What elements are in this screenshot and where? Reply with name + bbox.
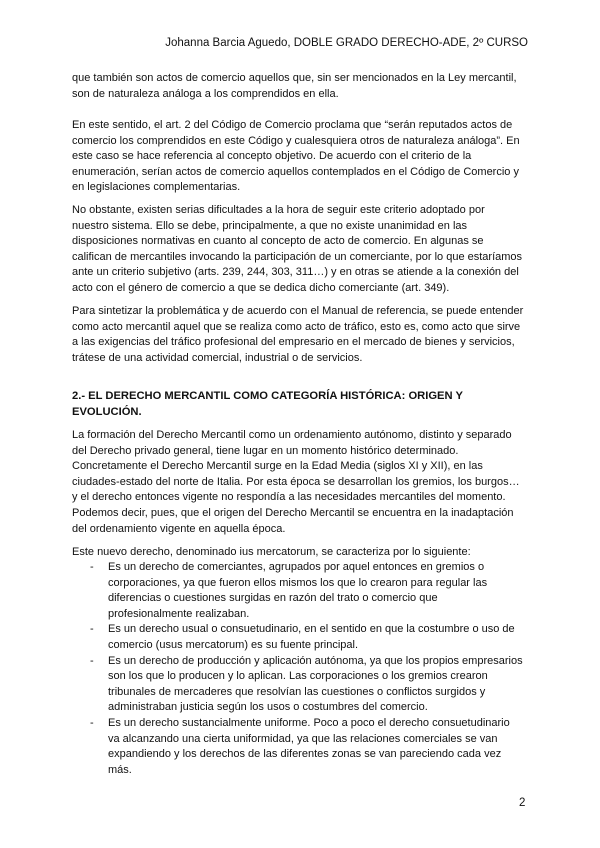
list-item — [90, 560, 540, 622]
text-line: La formación del Derecho Mercantil como un ordenamiento autónomo, distinto y separado — [72, 429, 512, 441]
paragraph-6 — [72, 545, 542, 561]
text-line: disposiciones normativas en cuanto al concepto de acto de comercio. En algunas se — [72, 235, 484, 248]
text-line: como acto mercantil aquel que se realiza como acto de tráfico, esto es, como acto que sirve — [72, 320, 521, 333]
text-line: va alcanzando una cierta uniformidad, ya que las relaciones comerciales se van — [108, 732, 498, 745]
text-line: que también son actos de comercio aquellos que, sin ser mencionados en la Ley mercantil, — [72, 72, 517, 84]
text-line: este caso se hace referencia al concepto objetivo. De acuerdo con el criterio de la — [72, 150, 472, 163]
text-line: Este nuevo derecho, denominado ius mercatorum, se caracteriza por lo siguiente: — [72, 546, 471, 558]
paragraph-2 — [72, 118, 542, 196]
bullet-dash: - — [90, 561, 94, 573]
list-item — [90, 716, 540, 778]
text-line: ante un criterio subjetivo (arts. 239, 244, 303, 311…) y en otras se atiende a la conexión del — [72, 266, 519, 279]
text-line: Concretamente el Derecho Mercantil surge en la Edad Media (siglos XI y XII), en las — [72, 460, 483, 473]
list-item — [90, 654, 540, 716]
text-line: Es un derecho usual o consuetudinario, en el sentido en que la costumbre o uso de — [108, 623, 515, 636]
text-line: en legislaciones complementarias. — [72, 181, 241, 194]
text-line: del ordenamiento vigente en aquella época. — [72, 522, 286, 535]
text-line: Es un derecho de producción y aplicación autónoma, ya que los propios empresarios — [108, 654, 523, 667]
text-line: corporaciones, ya que fueron ellos mismos los que lo crearon para regular las — [108, 576, 488, 589]
list-item — [90, 622, 540, 653]
text-line: trátese de una actividad comercial, industrial o de servicios. — [72, 351, 363, 364]
text-line: ciudades-estado del norte de Italia. Por esta época se desarrollan los gremios, los burgos… — [72, 475, 520, 488]
text-line: son los que lo producen y lo aplican. Las corporaciones o los gremios crearon — [108, 670, 488, 683]
bullet-list — [90, 560, 540, 778]
text-line: califican de mercantiles invocando la participación de un comerciante, por lo que estaríamos — [72, 250, 523, 263]
page-header: Johanna Barcia Aguedo, DOBLE GRADO DERECHO-ADE, 2º CURSO — [165, 37, 528, 49]
text-line: En este sentido, el art. 2 del Código de Comercio proclama que “serán reputados actos de — [72, 119, 513, 131]
text-line: profesionalmente realizaban. — [108, 607, 250, 620]
text-line: a las exigencias del tráfico profesional del empresario en el mercado de bienes y servicios, — [72, 336, 515, 349]
bullet-dash: - — [90, 716, 94, 729]
text-line: tribunales de mercaderes que resolvían las cuestiones o conflictos surgidos y — [108, 685, 486, 698]
page-number: 2 — [519, 797, 526, 809]
text-line: acto con el género de comercio a que se dedica dicho comerciante (art. 349). — [72, 281, 450, 294]
text-line: Es un derecho de comerciantes, agrupados por aquel entonces en gremios o — [108, 561, 485, 573]
text-line: Podemos decir, pues, que el origen del Derecho Mercantil se encuentra en la inadaptación — [72, 506, 514, 519]
text-line: diferencias o cuestiones surgidas en razón del trato o comercio que — [108, 592, 438, 605]
text-line: y el derecho entonces vigente no respondía a las necesidades mercantiles del momento. — [72, 491, 506, 504]
text-line: comercio (usus mercatorum) es su fuente principal. — [108, 638, 359, 651]
text-line: nuestro sistema. Ello se debe, principalmente, a que no existe unanimidad en las — [72, 219, 468, 232]
text-line: más. — [108, 763, 132, 776]
text-line: enumeración, serían actos de comercio aquellos contemplados en el Código de Comercio y — [72, 165, 519, 178]
section-heading — [72, 389, 542, 420]
text-line: administraban justicia según los usos o costumbres del comercio. — [108, 701, 428, 714]
paragraph-4 — [72, 304, 542, 366]
heading-line: EVOLUCIÓN. — [72, 405, 142, 418]
text-line: del Derecho privado general, tiene lugar en un momento histórico determinado. — [72, 444, 459, 457]
text-line: expandiendo y los derechos de las diferentes zonas se van pareciendo cada vez — [108, 748, 502, 761]
paragraph-5 — [72, 428, 542, 537]
paragraph-3 — [72, 203, 542, 297]
text-line: No obstante, existen serias dificultades a la hora de seguir este criterio adoptado por — [72, 204, 485, 216]
text-line: Es un derecho sustancialmente uniforme. Poco a poco el derecho consuetudinario — [108, 716, 510, 729]
bullet-dash: - — [90, 623, 94, 636]
paragraph-1 — [72, 71, 542, 102]
text-line: son de naturaleza análoga a los comprendidos en ella. — [72, 87, 339, 100]
heading-line: 2.- EL DERECHO MERCANTIL COMO CATEGORÍA HISTÓRICA: ORIGEN Y — [72, 390, 463, 402]
text-line: Para sintetizar la problemática y de acuerdo con el Manual de referencia, se puede entender — [72, 305, 524, 317]
text-line: comercio los comprendidos en este Código y cualesquiera otros de naturaleza análoga”. En — [72, 134, 520, 147]
bullet-dash: - — [90, 654, 94, 667]
